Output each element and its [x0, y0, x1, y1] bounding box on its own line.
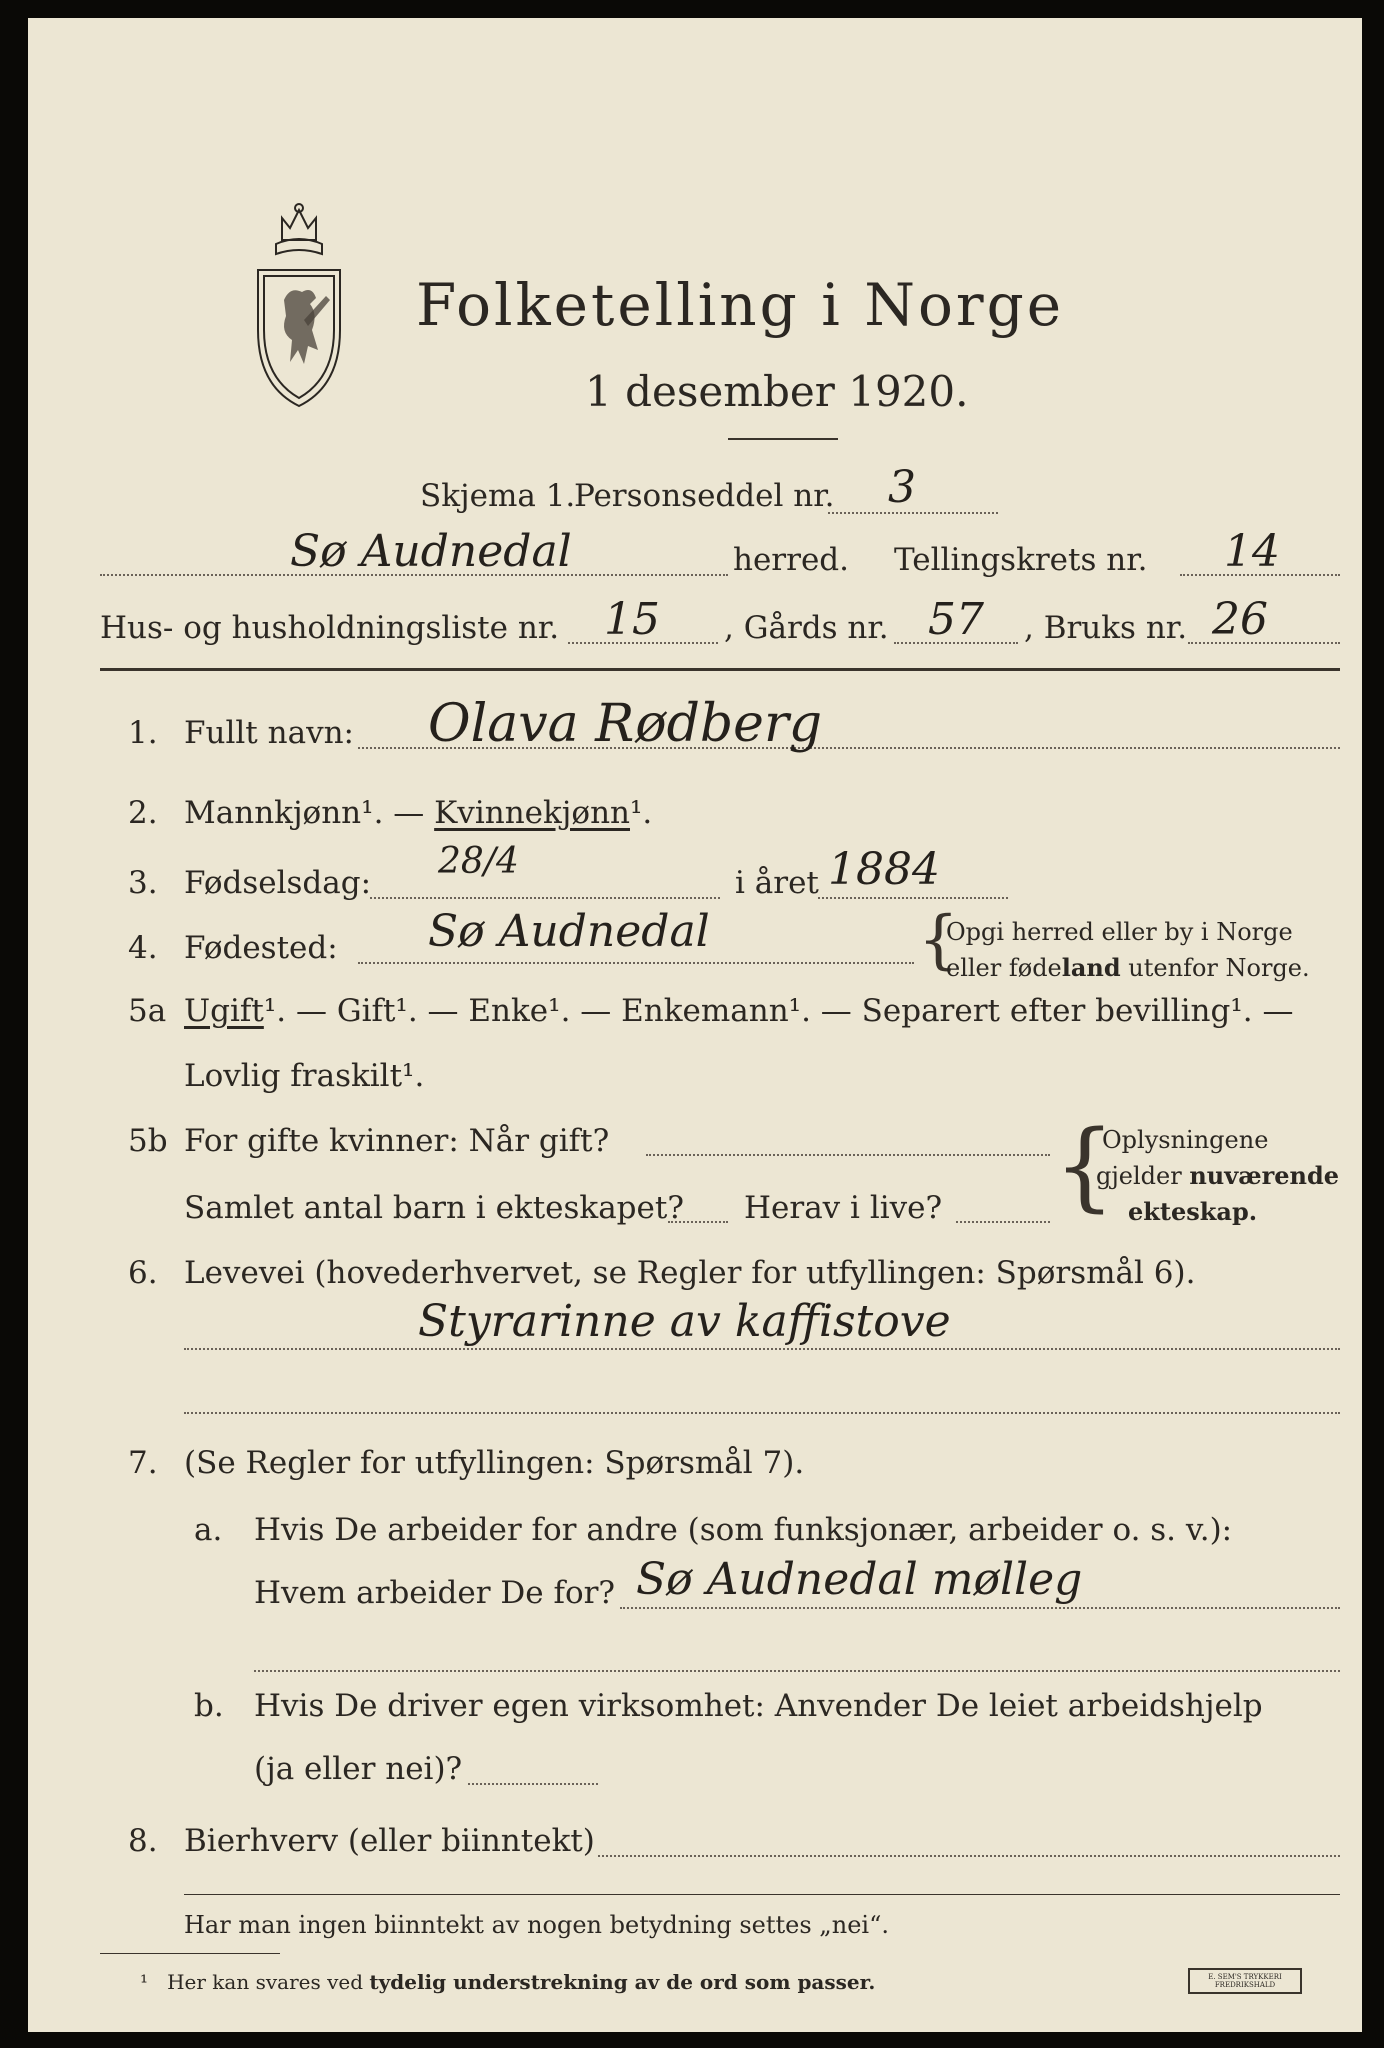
employer-field [620, 1607, 1340, 1609]
census-form [28, 18, 1362, 2032]
q7a-line1: Hvis De arbeider for andre (som funksjonær, arbeider o. s. v.): [254, 1512, 1233, 1548]
q6-number: 6. [128, 1255, 158, 1291]
gards-label: , Gårds nr. [724, 610, 889, 646]
q7-label: (Se Regler for utfyllingen: Spørsmål 7). [184, 1445, 805, 1481]
hus-value: 15 [604, 594, 660, 645]
occupation-field-2 [184, 1412, 1340, 1414]
census-date: 1 desember 1920. [585, 367, 969, 416]
q7b-line2: (ja eller nei)? [254, 1751, 463, 1787]
hus-label: Hus- og husholdningsliste nr. [100, 610, 560, 646]
q4-note-line1: Opgi herred eller by i Norge [946, 918, 1293, 946]
q7-number: 7. [128, 1445, 158, 1481]
q5b-brace: { [1054, 1110, 1116, 1222]
children-count-field [668, 1221, 728, 1223]
footer-note: Har man ingen biinntekt av nogen betydning settes „nei“. [184, 1911, 889, 1939]
q5b-note-line2 [1096, 1161, 1340, 1190]
herred-label: herred. [733, 542, 849, 578]
option-kvinnekjonn: Kvinnekjønn [434, 795, 630, 831]
q5b-line1: For gifte kvinner: Når gift? [184, 1123, 610, 1159]
gards-value: 57 [928, 594, 984, 645]
form-title: Folketelling i Norge [416, 271, 1065, 339]
q4-brace: { [918, 903, 959, 977]
q7b-line1: Hvis De driver egen virksomhet: Anvender De leiet arbeidshjelp [254, 1688, 1263, 1724]
printer-mark: E. SEM'S TRYKKERI FREDRIKSHALD [1208, 1973, 1282, 1989]
occupation-value: Styrarinne av kaffistove [418, 1296, 951, 1347]
q5a-options [184, 993, 1294, 1029]
tellingskrets-label: Tellingskrets nr. [894, 542, 1148, 578]
q8-label: Bierhverv (eller biinntekt) [184, 1823, 595, 1859]
q4-note-a: eller føde [946, 954, 1062, 982]
married-when-field [646, 1154, 1050, 1156]
footnote-a: Her kan svares ved [167, 1970, 370, 1994]
q4-number: 4. [128, 930, 158, 966]
q1-number: 1. [128, 715, 158, 751]
children-alive-field [956, 1221, 1050, 1223]
q4-note-line2 [946, 953, 1310, 982]
q4-label: Fødested: [184, 930, 338, 966]
skjema-label: Skjema 1. [420, 478, 576, 514]
employer-field-2 [254, 1670, 1340, 1672]
option-ugift: Ugift [184, 993, 264, 1029]
q5b-note-a: gjelder [1096, 1162, 1190, 1190]
side-income-field [598, 1855, 1340, 1857]
title-divider [728, 438, 838, 440]
q4-note-b: land [1061, 953, 1121, 982]
footer-rule [184, 1894, 1340, 1895]
q5a-rest: ¹. — Gift¹. — Enke¹. — Enkemann¹. — Separert efter bevilling¹. — [263, 993, 1294, 1029]
q5b-line2b: Herav i live? [744, 1190, 943, 1226]
q5b-number: 5b [128, 1123, 168, 1159]
coat-of-arms-icon [246, 200, 352, 420]
q3-number: 3. [128, 865, 158, 901]
herred-value: Sø Audnedal [290, 526, 572, 577]
q7a-number: a. [194, 1512, 223, 1548]
q3-label: Fødselsdag: [184, 865, 372, 901]
q5b-note-b: nuværende [1189, 1161, 1340, 1190]
q2-options [184, 795, 653, 831]
q7b-number: b. [194, 1688, 224, 1724]
birthplace-field [358, 962, 914, 964]
q4-note-c: utenfor Norge. [1120, 954, 1310, 982]
q2-sup: ¹. [630, 795, 653, 831]
birthplace-value: Sø Audnedal [428, 906, 710, 957]
occupation-field [184, 1348, 1340, 1350]
tellingskrets-value: 14 [1224, 526, 1280, 577]
q8-number: 8. [128, 1823, 158, 1859]
q5a-number: 5a [128, 993, 167, 1029]
q6-label: Levevei (hovederhvervet, se Regler for utfyllingen: Spørsmål 6). [184, 1255, 1196, 1291]
birthyear-value: 1884 [828, 844, 940, 895]
footnote [140, 1972, 875, 1992]
q5a-line2: Lovlig fraskilt¹. [184, 1058, 425, 1094]
footnote-rule [100, 1953, 280, 1954]
footnote-number: ¹ [140, 1970, 149, 1994]
birthday-field [370, 897, 720, 899]
q5b-note-line1: Oplysningene [1102, 1126, 1269, 1154]
printer-stamp [1188, 1968, 1302, 1994]
full-name-value: Olava Rødberg [428, 694, 823, 754]
q5b-line2a: Samlet antal barn i ekteskapet? [184, 1190, 684, 1226]
hired-help-field [468, 1783, 598, 1785]
q1-label: Fullt navn: [184, 715, 354, 751]
employer-value: Sø Audnedal mølleg [636, 1554, 1083, 1605]
birthday-value: 28/4 [438, 841, 519, 882]
birthyear-field [818, 897, 1008, 899]
bruks-label: , Bruks nr. [1024, 610, 1188, 646]
header-rule [100, 668, 1340, 671]
q7a-line2: Hvem arbeider De for? [254, 1575, 616, 1611]
bruks-value: 26 [1212, 594, 1268, 645]
footnote-b: tydelig understrekning av de ord som passer. [369, 1970, 876, 1994]
personseddel-label: Personseddel nr. [574, 478, 835, 514]
personseddel-value: 3 [888, 462, 916, 513]
q2-number: 2. [128, 795, 158, 831]
aaret-label: i året [735, 865, 819, 901]
option-mannkjonn: Mannkjønn¹. — [184, 795, 425, 831]
q5b-note-line3: ekteskap. [1128, 1197, 1258, 1226]
